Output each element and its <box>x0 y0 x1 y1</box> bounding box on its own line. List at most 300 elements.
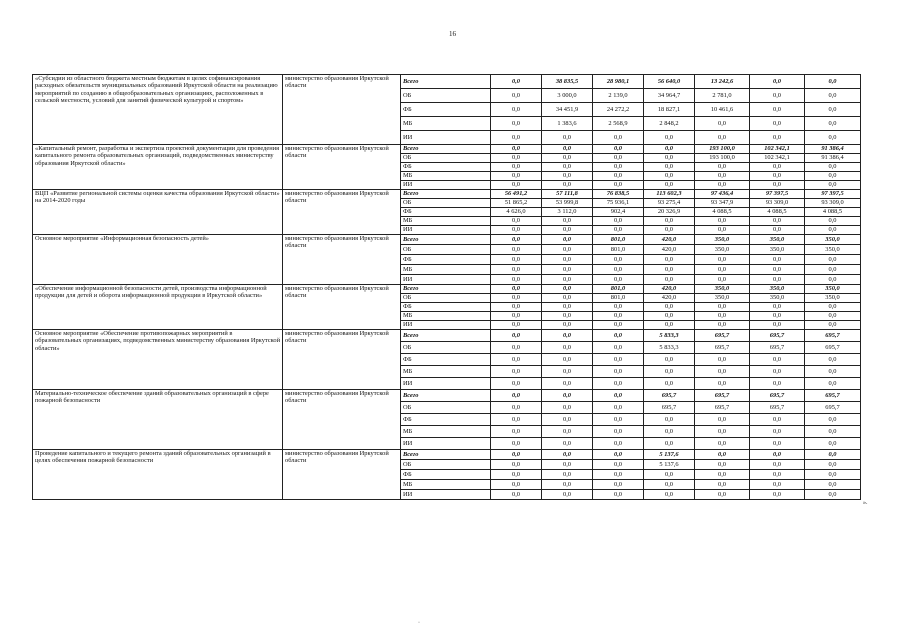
responsible-executor: министерство образования Иркутской области <box>283 390 401 450</box>
funding-source: ИИ <box>401 321 491 330</box>
amount-cell: 0,0 <box>491 470 542 480</box>
activity-name: «Капитальный ремонт, разработка и экспертиза проектной документации для проведения капитального ремонта образовательных организаций, подведомственных министерству образования Иркутской области» <box>33 145 283 190</box>
amount-cell: 0,0 <box>750 265 805 275</box>
amount-cell: 0,0 <box>593 217 644 226</box>
funding-source: Всего <box>401 330 491 342</box>
amount-cell: 0,0 <box>491 330 542 342</box>
amount-cell: 34 964,7 <box>644 89 695 103</box>
amount-cell: 0,0 <box>491 312 542 321</box>
amount-cell: 0,0 <box>542 217 593 226</box>
amount-cell: 0,0 <box>750 172 805 181</box>
amount-cell: 4 626,0 <box>491 208 542 217</box>
amount-cell: 0,0 <box>491 172 542 181</box>
amount-cell: 350,0 <box>750 235 805 245</box>
amount-cell: 0,0 <box>750 438 805 450</box>
amount-cell: 102 342,1 <box>750 145 805 154</box>
amount-cell: 0,0 <box>593 312 644 321</box>
amount-cell: 0,0 <box>491 402 542 414</box>
amount-cell: 695,7 <box>695 330 750 342</box>
amount-cell: 0,0 <box>542 321 593 330</box>
funding-source: ИИ <box>401 490 491 500</box>
table-row <box>33 390 861 402</box>
amount-cell: 0,0 <box>644 378 695 390</box>
amount-cell: 0,0 <box>491 390 542 402</box>
amount-cell: 0,0 <box>491 378 542 390</box>
amount-cell: 0,0 <box>805 172 861 181</box>
funding-source: ОБ <box>401 342 491 354</box>
amount-cell: 0,0 <box>593 480 644 490</box>
amount-cell: 0,0 <box>491 181 542 190</box>
amount-cell: 0,0 <box>644 217 695 226</box>
amount-cell: 0,0 <box>491 275 542 285</box>
funding-source: ФБ <box>401 414 491 426</box>
amount-cell: 0,0 <box>750 181 805 190</box>
amount-cell: 0,0 <box>750 450 805 460</box>
amount-cell: 0,0 <box>491 480 542 490</box>
table-row <box>33 75 861 89</box>
amount-cell: 0,0 <box>805 450 861 460</box>
amount-cell: 56 640,0 <box>644 75 695 89</box>
amount-cell: 0,0 <box>542 480 593 490</box>
responsible-executor: министерство образования Иркутской области <box>283 235 401 285</box>
funding-source: МБ <box>401 117 491 131</box>
activity-name: «Обеспечение информационной безопасности детей, производства информационной продукции для детей и оборота информационной продукции в Иркутской области» <box>33 285 283 330</box>
funding-source: ИИ <box>401 438 491 450</box>
amount-cell: 0,0 <box>593 378 644 390</box>
amount-cell: 0,0 <box>593 226 644 235</box>
amount-cell: 0,0 <box>644 265 695 275</box>
amount-cell: 0,0 <box>593 154 644 163</box>
amount-cell: 0,0 <box>542 378 593 390</box>
amount-cell: 0,0 <box>593 265 644 275</box>
amount-cell: 0,0 <box>805 163 861 172</box>
amount-cell: 0,0 <box>542 402 593 414</box>
amount-cell: 0,0 <box>695 321 750 330</box>
amount-cell: 0,0 <box>491 217 542 226</box>
amount-cell: 0,0 <box>542 366 593 378</box>
amount-cell: 0,0 <box>542 163 593 172</box>
amount-cell: 0,0 <box>491 414 542 426</box>
amount-cell: 0,0 <box>491 235 542 245</box>
amount-cell: 0,0 <box>542 342 593 354</box>
amount-cell: 0,0 <box>695 172 750 181</box>
amount-cell: 0,0 <box>695 226 750 235</box>
amount-cell: 0,0 <box>491 89 542 103</box>
amount-cell: 0,0 <box>805 312 861 321</box>
amount-cell: 0,0 <box>750 366 805 378</box>
amount-cell: 0,0 <box>491 285 542 294</box>
amount-cell: 0,0 <box>491 460 542 470</box>
amount-cell: 0,0 <box>805 303 861 312</box>
amount-cell: 0,0 <box>695 275 750 285</box>
amount-cell: 0,0 <box>695 217 750 226</box>
amount-cell: 0,0 <box>805 426 861 438</box>
amount-cell: 695,7 <box>750 342 805 354</box>
amount-cell: 102 342,1 <box>750 154 805 163</box>
table-row <box>33 235 861 245</box>
amount-cell: 0,0 <box>593 438 644 450</box>
funding-source: ИИ <box>401 378 491 390</box>
amount-cell: 0,0 <box>644 366 695 378</box>
table-row <box>33 145 861 154</box>
amount-cell: 93 275,4 <box>644 199 695 208</box>
amount-cell: 695,7 <box>750 390 805 402</box>
amount-cell: 0,0 <box>593 145 644 154</box>
amount-cell: 0,0 <box>593 470 644 480</box>
amount-cell: 0,0 <box>542 226 593 235</box>
amount-cell: 0,0 <box>750 75 805 89</box>
activity-name: Основное мероприятие «Информационная безопасность детей» <box>33 235 283 285</box>
amount-cell: 0,0 <box>542 172 593 181</box>
amount-cell: 5 137,6 <box>644 460 695 470</box>
amount-cell: 13 242,6 <box>695 75 750 89</box>
amount-cell: 91 386,4 <box>805 145 861 154</box>
amount-cell: 0,0 <box>805 480 861 490</box>
amount-cell: 0,0 <box>805 217 861 226</box>
amount-cell: 0,0 <box>644 470 695 480</box>
closing-quote-mark: ». <box>863 500 868 506</box>
amount-cell: 0,0 <box>695 414 750 426</box>
amount-cell: 0,0 <box>491 154 542 163</box>
amount-cell: 93 309,0 <box>750 199 805 208</box>
amount-cell: 0,0 <box>644 480 695 490</box>
amount-cell: 4 088,5 <box>805 208 861 217</box>
amount-cell: 801,0 <box>593 285 644 294</box>
funding-source: ФБ <box>401 103 491 117</box>
amount-cell: 0,0 <box>750 414 805 426</box>
responsible-executor: министерство образования Иркутской области <box>283 145 401 190</box>
activity-name: Основное мероприятие «Обеспечение противопожарных мероприятий в образовательных организациях, подведомственных министерству образования Иркутской области» <box>33 330 283 390</box>
amount-cell: 97 397,5 <box>750 190 805 199</box>
amount-cell: 0,0 <box>750 312 805 321</box>
amount-cell: 113 602,3 <box>644 190 695 199</box>
amount-cell: 2 781,0 <box>695 89 750 103</box>
amount-cell: 0,0 <box>542 354 593 366</box>
amount-cell: 695,7 <box>644 402 695 414</box>
amount-cell: 695,7 <box>695 342 750 354</box>
amount-cell: 0,0 <box>644 426 695 438</box>
amount-cell: 24 272,2 <box>593 103 644 117</box>
amount-cell: 695,7 <box>695 390 750 402</box>
amount-cell: 0,0 <box>750 378 805 390</box>
responsible-executor: министерство образования Иркутской области <box>283 450 401 500</box>
amount-cell: 0,0 <box>542 330 593 342</box>
amount-cell: 0,0 <box>491 294 542 303</box>
amount-cell: 5 833,3 <box>644 342 695 354</box>
amount-cell: 0,0 <box>491 366 542 378</box>
amount-cell: 0,0 <box>750 480 805 490</box>
amount-cell: 0,0 <box>750 217 805 226</box>
amount-cell: 3 000,0 <box>542 89 593 103</box>
amount-cell: 695,7 <box>750 402 805 414</box>
amount-cell: 0,0 <box>491 131 542 145</box>
amount-cell: 695,7 <box>644 390 695 402</box>
funding-source: ОБ <box>401 89 491 103</box>
amount-cell: 0,0 <box>805 181 861 190</box>
amount-cell: 2 848,2 <box>644 117 695 131</box>
funding-source: Всего <box>401 235 491 245</box>
amount-cell: 0,0 <box>805 103 861 117</box>
amount-cell: 350,0 <box>695 294 750 303</box>
funding-source: ФБ <box>401 208 491 217</box>
amount-cell: 0,0 <box>644 131 695 145</box>
amount-cell: 0,0 <box>695 255 750 265</box>
amount-cell: 0,0 <box>644 145 695 154</box>
funding-source: МБ <box>401 172 491 181</box>
amount-cell: 0,0 <box>491 255 542 265</box>
amount-cell: 0,0 <box>491 117 542 131</box>
amount-cell: 0,0 <box>805 414 861 426</box>
funding-source: МБ <box>401 265 491 275</box>
amount-cell: 350,0 <box>805 245 861 255</box>
amount-cell: 0,0 <box>695 426 750 438</box>
amount-cell: 350,0 <box>695 245 750 255</box>
amount-cell: 0,0 <box>593 390 644 402</box>
amount-cell: 20 326,9 <box>644 208 695 217</box>
amount-cell: 193 100,0 <box>695 145 750 154</box>
responsible-executor: министерство образования Иркутской области <box>283 75 401 145</box>
amount-cell: 0,0 <box>644 490 695 500</box>
amount-cell: 0,0 <box>805 470 861 480</box>
responsible-executor: министерство образования Иркутской области <box>283 190 401 235</box>
amount-cell: 0,0 <box>805 366 861 378</box>
amount-cell: 0,0 <box>695 480 750 490</box>
amount-cell: 0,0 <box>644 275 695 285</box>
responsible-executor: министерство образования Иркутской области <box>283 285 401 330</box>
amount-cell: 0,0 <box>750 354 805 366</box>
amount-cell: 0,0 <box>805 131 861 145</box>
amount-cell: 0,0 <box>491 145 542 154</box>
funding-source: Всего <box>401 285 491 294</box>
amount-cell: 0,0 <box>644 414 695 426</box>
funding-source: Всего <box>401 390 491 402</box>
amount-cell: 350,0 <box>805 285 861 294</box>
amount-cell: 350,0 <box>750 294 805 303</box>
funding-source: ФБ <box>401 354 491 366</box>
amount-cell: 420,0 <box>644 235 695 245</box>
amount-cell: 0,0 <box>491 321 542 330</box>
amount-cell: 801,0 <box>593 245 644 255</box>
amount-cell: 0,0 <box>593 460 644 470</box>
amount-cell: 2 139,0 <box>593 89 644 103</box>
funding-source: ФБ <box>401 303 491 312</box>
funding-source: МБ <box>401 366 491 378</box>
amount-cell: 0,0 <box>542 312 593 321</box>
amount-cell: 0,0 <box>593 450 644 460</box>
amount-cell: 93 309,0 <box>805 199 861 208</box>
funding-source: Всего <box>401 450 491 460</box>
amount-cell: 0,0 <box>491 342 542 354</box>
amount-cell: 0,0 <box>695 181 750 190</box>
table-row <box>33 450 861 460</box>
funding-source: МБ <box>401 217 491 226</box>
amount-cell: 0,0 <box>644 438 695 450</box>
amount-cell: 76 838,5 <box>593 190 644 199</box>
amount-cell: 0,0 <box>644 321 695 330</box>
amount-cell: 420,0 <box>644 245 695 255</box>
amount-cell: 0,0 <box>805 89 861 103</box>
amount-cell: 5 137,6 <box>644 450 695 460</box>
amount-cell: 0,0 <box>491 75 542 89</box>
amount-cell: 0,0 <box>805 354 861 366</box>
amount-cell: 0,0 <box>805 255 861 265</box>
amount-cell: 0,0 <box>593 342 644 354</box>
amount-cell: 0,0 <box>542 181 593 190</box>
table-row <box>33 285 861 294</box>
amount-cell: 0,0 <box>695 354 750 366</box>
amount-cell: 97 397,5 <box>805 190 861 199</box>
amount-cell: 56 491,2 <box>491 190 542 199</box>
amount-cell: 350,0 <box>750 285 805 294</box>
amount-cell: 0,0 <box>542 275 593 285</box>
amount-cell: 0,0 <box>750 163 805 172</box>
amount-cell: 3 112,0 <box>542 208 593 217</box>
amount-cell: 0,0 <box>593 275 644 285</box>
amount-cell: 0,0 <box>542 470 593 480</box>
amount-cell: 0,0 <box>542 390 593 402</box>
amount-cell: 0,0 <box>593 402 644 414</box>
funding-source: ИИ <box>401 226 491 235</box>
amount-cell: 350,0 <box>750 245 805 255</box>
amount-cell: 0,0 <box>542 154 593 163</box>
amount-cell: 193 100,0 <box>695 154 750 163</box>
amount-cell: 0,0 <box>644 312 695 321</box>
amount-cell: 0,0 <box>491 163 542 172</box>
amount-cell: 0,0 <box>750 103 805 117</box>
activity-name: Проведение капитального и текущего ремонта зданий образовательных организаций в целях обеспечения пожарной безопасности <box>33 450 283 500</box>
funding-source: ФБ <box>401 470 491 480</box>
activity-name: Материально-техническое обеспечение зданий образовательных организаций в сфере пожарной безопасности <box>33 390 283 450</box>
funding-source: Всего <box>401 75 491 89</box>
amount-cell: 5 833,3 <box>644 330 695 342</box>
activity-name: ВЦП «Развитие региональной системы оценки качества образования Иркутской области» на 2014-2020 годы <box>33 190 283 235</box>
amount-cell: 1 383,6 <box>542 117 593 131</box>
amount-cell: 0,0 <box>695 490 750 500</box>
budget-table <box>32 74 861 500</box>
amount-cell: 0,0 <box>750 131 805 145</box>
amount-cell: 0,0 <box>750 226 805 235</box>
amount-cell: 34 451,9 <box>542 103 593 117</box>
amount-cell: 0,0 <box>644 154 695 163</box>
amount-cell: 0,0 <box>750 89 805 103</box>
funding-source: МБ <box>401 312 491 321</box>
amount-cell: 0,0 <box>491 426 542 438</box>
funding-source: ОБ <box>401 402 491 414</box>
amount-cell: 0,0 <box>750 275 805 285</box>
amount-cell: 0,0 <box>805 265 861 275</box>
amount-cell: 695,7 <box>805 402 861 414</box>
amount-cell: 0,0 <box>695 117 750 131</box>
amount-cell: 97 436,4 <box>695 190 750 199</box>
amount-cell: 0,0 <box>542 255 593 265</box>
amount-cell: 0,0 <box>644 226 695 235</box>
amount-cell: 0,0 <box>593 426 644 438</box>
amount-cell: 0,0 <box>695 460 750 470</box>
amount-cell: 695,7 <box>695 402 750 414</box>
amount-cell: 0,0 <box>542 265 593 275</box>
page-dot-mark: · <box>418 620 420 626</box>
table-row <box>33 190 861 199</box>
funding-source: Всего <box>401 190 491 199</box>
funding-source: ИИ <box>401 181 491 190</box>
amount-cell: 10 461,6 <box>695 103 750 117</box>
amount-cell: 0,0 <box>805 117 861 131</box>
amount-cell: 0,0 <box>644 163 695 172</box>
amount-cell: 350,0 <box>695 285 750 294</box>
amount-cell: 902,4 <box>593 208 644 217</box>
amount-cell: 0,0 <box>593 255 644 265</box>
amount-cell: 0,0 <box>542 450 593 460</box>
amount-cell: 0,0 <box>695 265 750 275</box>
amount-cell: 75 936,1 <box>593 199 644 208</box>
amount-cell: 0,0 <box>644 354 695 366</box>
amount-cell: 350,0 <box>805 235 861 245</box>
amount-cell: 0,0 <box>542 303 593 312</box>
amount-cell: 0,0 <box>805 75 861 89</box>
amount-cell: 0,0 <box>644 303 695 312</box>
amount-cell: 0,0 <box>491 490 542 500</box>
amount-cell: 0,0 <box>593 321 644 330</box>
amount-cell: 0,0 <box>695 303 750 312</box>
amount-cell: 695,7 <box>805 342 861 354</box>
funding-source: ОБ <box>401 294 491 303</box>
amount-cell: 0,0 <box>805 275 861 285</box>
funding-source: Всего <box>401 145 491 154</box>
amount-cell: 2 568,9 <box>593 117 644 131</box>
amount-cell: 0,0 <box>491 354 542 366</box>
responsible-executor: министерство образования Иркутской области <box>283 330 401 390</box>
amount-cell: 0,0 <box>542 245 593 255</box>
amount-cell: 93 347,9 <box>695 199 750 208</box>
amount-cell: 38 835,5 <box>542 75 593 89</box>
amount-cell: 91 386,4 <box>805 154 861 163</box>
amount-cell: 0,0 <box>805 378 861 390</box>
amount-cell: 0,0 <box>695 378 750 390</box>
page-number: 16 <box>449 30 456 38</box>
amount-cell: 4 088,5 <box>695 208 750 217</box>
amount-cell: 0,0 <box>805 460 861 470</box>
amount-cell: 0,0 <box>593 490 644 500</box>
amount-cell: 0,0 <box>644 172 695 181</box>
amount-cell: 0,0 <box>542 426 593 438</box>
amount-cell: 0,0 <box>593 330 644 342</box>
amount-cell: 53 999,8 <box>542 199 593 208</box>
amount-cell: 0,0 <box>750 426 805 438</box>
amount-cell: 0,0 <box>695 470 750 480</box>
amount-cell: 0,0 <box>491 265 542 275</box>
amount-cell: 801,0 <box>593 294 644 303</box>
amount-cell: 0,0 <box>491 245 542 255</box>
amount-cell: 695,7 <box>805 390 861 402</box>
amount-cell: 420,0 <box>644 285 695 294</box>
funding-source: ФБ <box>401 255 491 265</box>
amount-cell: 51 865,2 <box>491 199 542 208</box>
activity-name: «Субсидии из областного бюджета местным бюджетам в целях софинансирования расходных обязательств муниципальных образований Иркутской области на реализацию мероприятий по созданию в общеобразовательных организациях, расположенных в сельской местности, условий для занятий физической культурой и спортом» <box>33 75 283 145</box>
amount-cell: 0,0 <box>593 366 644 378</box>
amount-cell: 0,0 <box>750 321 805 330</box>
amount-cell: 0,0 <box>750 303 805 312</box>
amount-cell: 57 111,8 <box>542 190 593 199</box>
amount-cell: 695,7 <box>805 330 861 342</box>
amount-cell: 801,0 <box>593 235 644 245</box>
amount-cell: 0,0 <box>750 255 805 265</box>
amount-cell: 0,0 <box>805 226 861 235</box>
amount-cell: 18 827,1 <box>644 103 695 117</box>
amount-cell: 0,0 <box>644 255 695 265</box>
amount-cell: 0,0 <box>593 181 644 190</box>
amount-cell: 420,0 <box>644 294 695 303</box>
funding-source: ОБ <box>401 154 491 163</box>
